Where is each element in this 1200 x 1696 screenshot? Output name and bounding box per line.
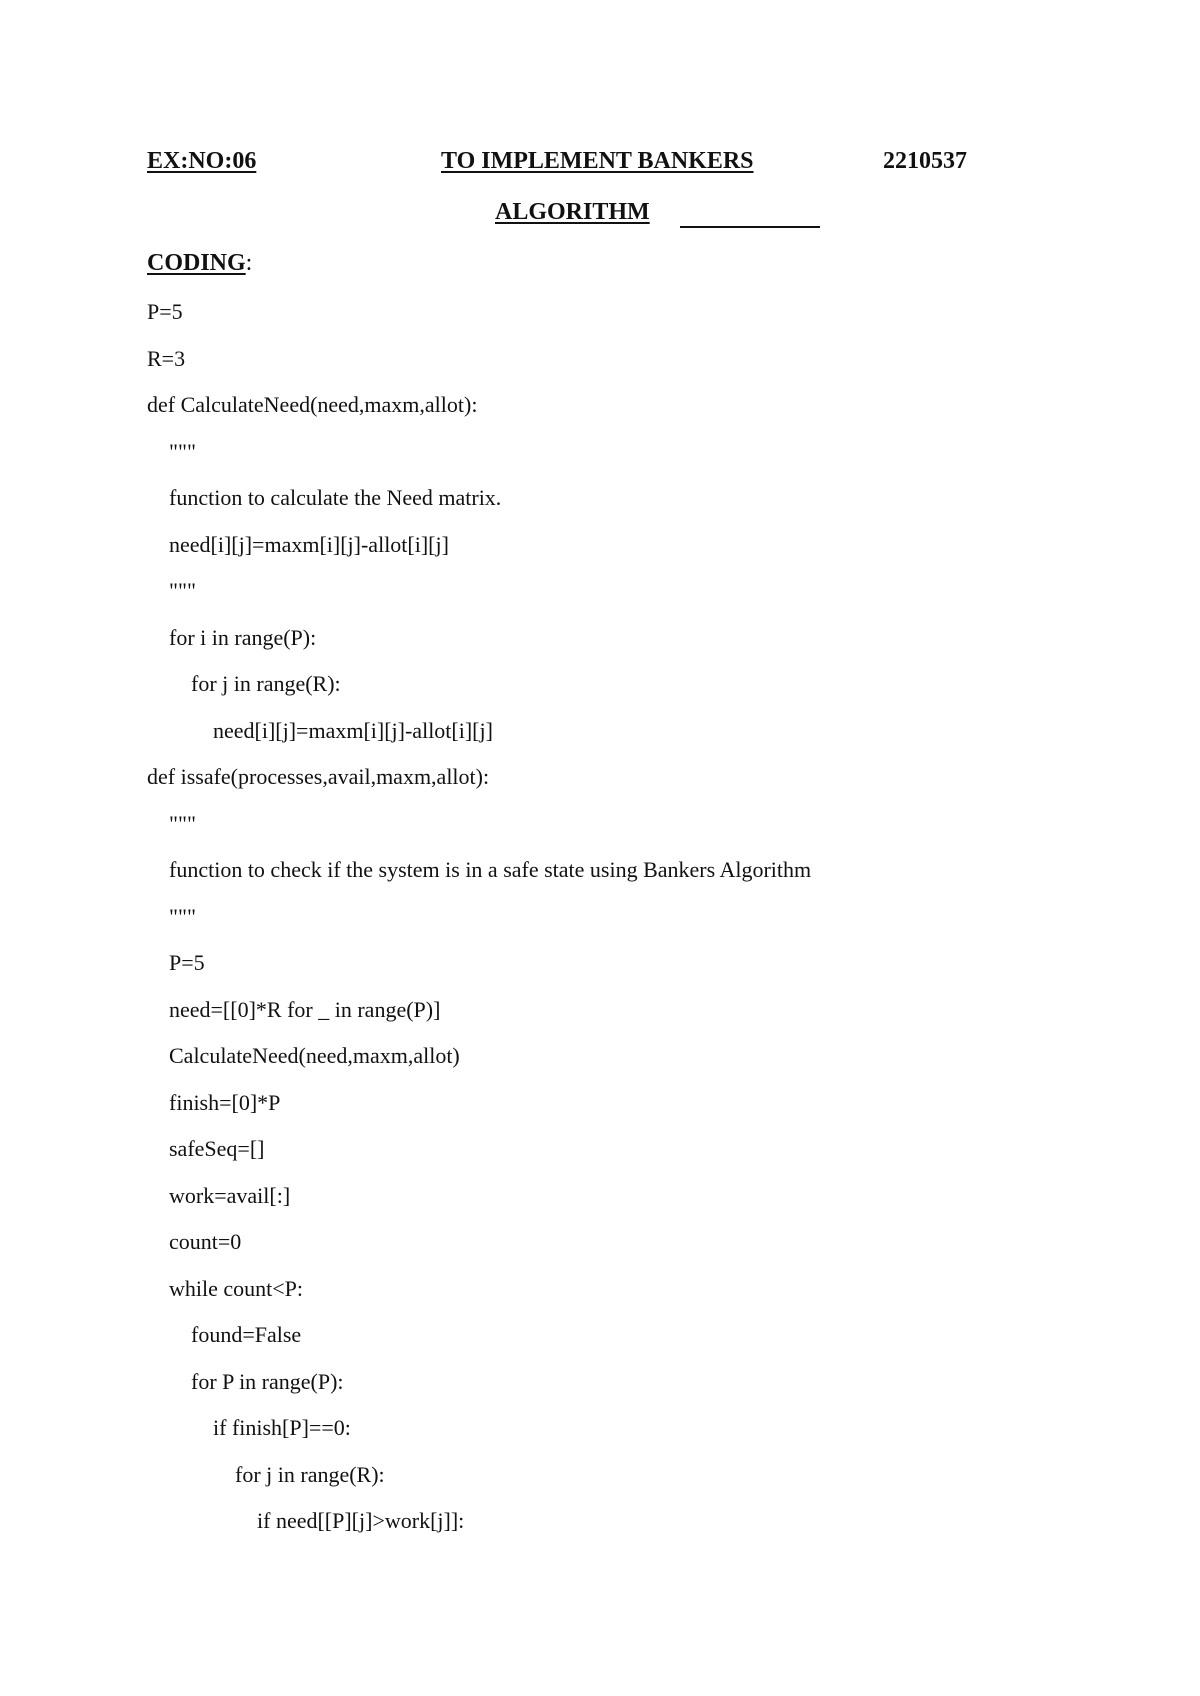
code-line: safeSeq=[] — [147, 1136, 265, 1161]
code-line: P=5 — [147, 950, 205, 975]
code-line: P=5 — [147, 299, 183, 324]
code-line: if need[[P][j]>work[j]]: — [147, 1508, 465, 1533]
code-line: for j in range(R): — [147, 671, 341, 696]
code-line: def issafe(processes,avail,maxm,allot): — [147, 764, 490, 789]
code-line: count=0 — [147, 1229, 242, 1254]
code-line: """ — [147, 810, 196, 836]
code-line: function to check if the system is in a safe state using Bankers Algorithm — [147, 857, 812, 882]
title-line-2: ALGORITHM — [495, 199, 650, 225]
title-line-1: TO IMPLEMENT BANKERS — [441, 148, 754, 174]
title-underline-extension — [680, 226, 820, 228]
code-line: need[i][j]=maxm[i][j]-allot[i][j] — [147, 531, 449, 557]
code-line: function to calculate the Need matrix. — [147, 485, 502, 510]
code-block — [147, 298, 811, 1554]
code-line: need[i][j]=maxm[i][j]-allot[i][j] — [147, 717, 493, 743]
code-line: if finish[P]==0: — [147, 1415, 351, 1440]
code-line: while count<P: — [147, 1275, 304, 1301]
code-line: CalculateNeed(need,maxm,allot) — [147, 1043, 460, 1068]
code-line: """ — [147, 903, 196, 929]
code-line: R=3 — [147, 345, 186, 371]
code-line: for j in range(R): — [147, 1461, 385, 1487]
code-line: need=[[0]*R for _ in range(P)] — [147, 996, 441, 1022]
code-line: finish=[0]*P — [147, 1089, 281, 1115]
exercise-number: EX:NO:06 — [147, 148, 257, 174]
code-line: """ — [147, 438, 196, 464]
code-line: found=False — [147, 1322, 302, 1347]
code-line: for P in range(P): — [147, 1368, 344, 1394]
code-line: """ — [147, 578, 196, 603]
code-line: for i in range(P): — [147, 624, 317, 650]
code-line: def CalculateNeed(need,maxm,allot): — [147, 392, 478, 417]
coding-heading — [147, 250, 252, 277]
code-line: work=avail[:] — [147, 1182, 291, 1208]
coding-colon: : — [245, 250, 253, 276]
coding-label: CODING — [147, 250, 246, 276]
roll-number: 2210537 — [883, 148, 967, 174]
